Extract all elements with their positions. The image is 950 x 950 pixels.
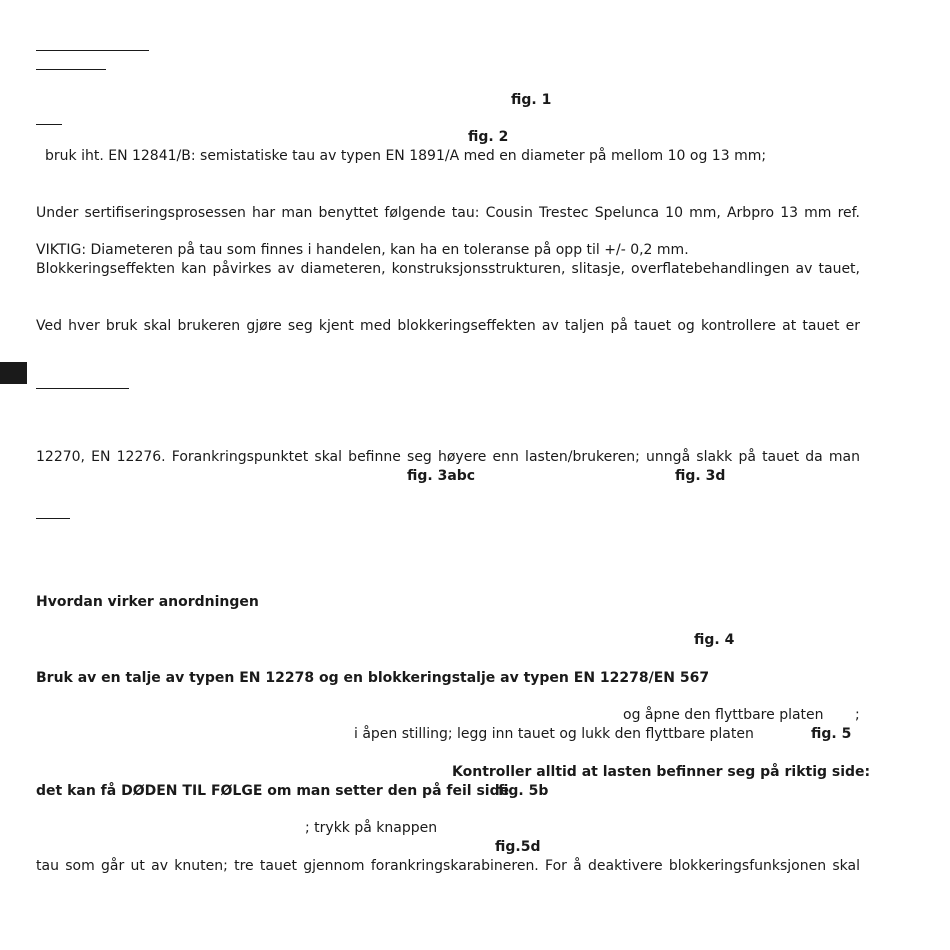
certification-line: Under sertifiseringsprosessen har man benyttet følgende tau: Cousin Trestec Spelunca 10 mm, Arbpro 13 mm ref. bbox=[36, 205, 860, 221]
important-line: VIKTIG: Diameteren på tau som finnes i handelen, kan ha en toleranse på opp til +/- 0,2 mm. bbox=[36, 242, 689, 258]
use-heading: Bruk av en talje av typen EN 12278 og en blokkeringstalje av typen EN 12278/EN 567 bbox=[36, 670, 710, 686]
section-rule-2 bbox=[36, 69, 106, 70]
section-rule-5 bbox=[36, 518, 70, 519]
warning-line-1: Kontroller alltid at lasten befinner seg på riktig side: bbox=[452, 764, 871, 780]
fig-ref-1: fig. 1 bbox=[511, 92, 552, 108]
fig-ref-4: fig. 4 bbox=[694, 632, 735, 648]
section-rule-3 bbox=[36, 124, 62, 125]
fig-ref-5b: fig. 5b bbox=[498, 783, 549, 799]
fig-ref-2: fig. 2 bbox=[468, 129, 509, 145]
last-line: tau som går ut av knuten; tre tauet gjennom forankringskarabineren. For å deaktivere blokkeringsfunksjonen skal bbox=[36, 858, 860, 874]
fig-ref-3d: fig. 3d bbox=[675, 468, 726, 484]
how-heading: Hvordan virker anordningen bbox=[36, 594, 259, 610]
anchor-line: 12270, EN 12276. Forankringspunktet skal befinne seg høyere enn lasten/brukeren; unngå slakk på tauet da man bbox=[36, 449, 860, 465]
open-position-text: i åpen stilling; legg inn tauet og lukk den flyttbare platen bbox=[354, 726, 754, 742]
rope-use-line: bruk iht. EN 12841/B: semistatiske tau av typen EN 1891/A med en diameter på mellom 10 og 13 mm; bbox=[45, 148, 767, 164]
section-rule-4 bbox=[36, 388, 129, 389]
warning-line-2: det kan få DØDEN TIL FØLGE om man setter den på feil side bbox=[36, 783, 510, 799]
open-plate-text: og åpne den flyttbare platen bbox=[623, 707, 824, 723]
semicolon-text: ; bbox=[855, 707, 860, 723]
section-rule-1 bbox=[36, 50, 149, 51]
blocking-effect-line: Blokkeringseffekten kan påvirkes av diameteren, konstruksjonsstrukturen, slitasje, overflatebehandlingen av tauet, bbox=[36, 261, 860, 277]
fig-ref-5: fig. 5 bbox=[811, 726, 852, 742]
each-use-line: Ved hver bruk skal brukeren gjøre seg kjent med blokkeringseffekten av taljen på tauet og kontrollere at tauet er bbox=[36, 318, 860, 334]
fig-ref-5d: fig.5d bbox=[495, 839, 541, 855]
fig-ref-3abc: fig. 3abc bbox=[407, 468, 476, 484]
press-button-text: ; trykk på knappen bbox=[305, 820, 438, 836]
language-tab-marker bbox=[0, 362, 27, 384]
